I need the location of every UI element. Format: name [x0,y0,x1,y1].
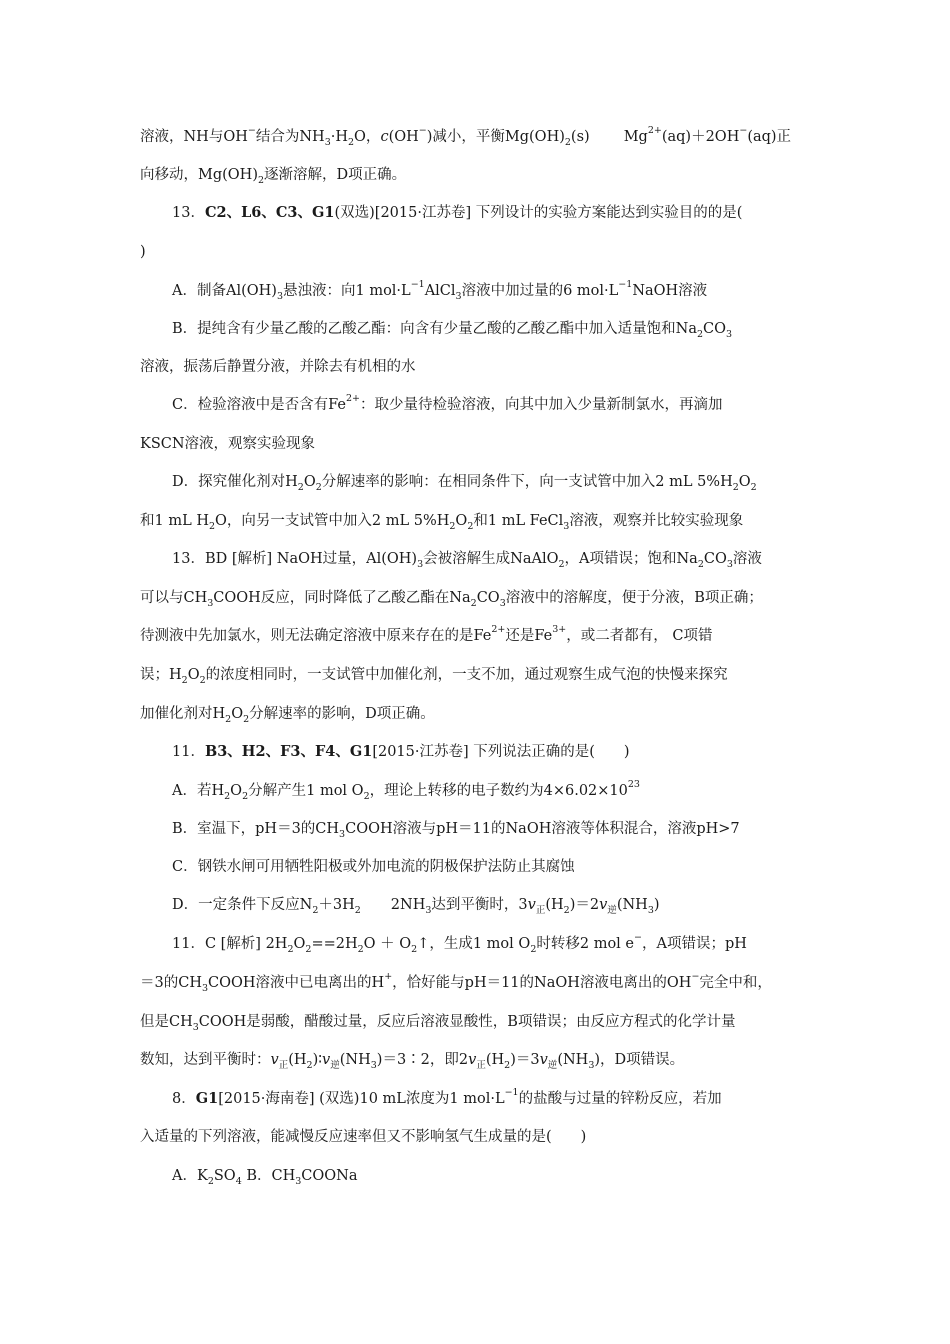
question-8-stem: 8．G1[2015·海南卷] (双选)10 mL浓度为1 $mol\cdot L^{-1}$的盐酸与过量的锌粉反应，若加 [172,1087,722,1107]
option-a: A．若$H_2O_2$分解产生1 mol $O_2$，理论上转移的电子数约为$4\times 6.02\times 10^{23}$ [172,779,640,802]
option-c: C．钢铁水闸可用牺牲阳极或外加电流的阴极保护法防止其腐蚀 [172,859,575,875]
text-line: 误；$H_2O_2$的浓度相同时，一支试管中加催化剂，一支不加，通过观察生成气泡的快慢来探究 [140,667,728,686]
option-b: B．室温下，pH＝3的$CH_3COOH$溶液与pH＝11的NaOH溶液等体积混合，溶液pH>7 [172,821,740,840]
question-11-stem: 11．B3、H2、F3、F4、G1[2015·江苏卷] 下列说法正确的是( ) [172,743,630,760]
text-line: 溶液，振荡后静置分液，并除去有机相的水 [140,359,416,375]
text-line: 向移动，$Mg(OH)_2$逐渐溶解，D项正确。 [140,167,407,186]
answer-11: 11．C [解析] $2H_2O_2==2H_2O$ ＋ $O_2↑$，生成1 mol $O_2$时转移2 mol e−，A项错误；pH [172,932,747,955]
option-d: D．探究催化剂对$H_2O_2$分解速率的影响：在相同条件下，向一支试管中加入2 mL $5\%H_2O_2$ [172,474,757,493]
answer-13: 13．BD [解析] NaOH过量，$Al(OH)_3$会被溶解生成NaAlO$_2$，A项错误；饱和$Na_2CO_3$溶液 [172,551,762,570]
text-line: 可以与$CH_3COOH$反应，同时降低了乙酸乙酯在$Na_2CO_3$溶液中的溶解度，便于分液，B项正确； [140,590,763,609]
text-line: 数知，达到平衡时：$v_正(H_2)∶v_逆(NH_3)=3∶2$，即$2v_正(H_2)=3v_逆(NH_3)$，D项错误。 [140,1052,685,1071]
text-line: ＝3的$CH_3COOH$溶液中已电离出的H+，恰好能与pH＝11的NaOH溶液电离出的OH−完全中和， [140,971,772,994]
option-b: B．提纯含有少量乙酸的乙酸乙酯：向含有少量乙酸的乙酸乙酯中加入适量饱和$Na_2CO_3$ [172,321,733,340]
text-line: 入适量的下列溶液，能减慢反应速率但又不影响氢气生成量的是( ) [140,1129,587,1145]
text-line: 但是$CH_3COOH$是弱酸，醋酸过量，反应后溶液显酸性，B项错误；由反应方程式的化学计量 [140,1014,736,1033]
text-line: 加催化剂对$H_2O_2$分解速率的影响，D项正确。 [140,706,435,725]
question-13-stem: 13．C2、L6、C3、G1(双选)[2015·江苏卷] 下列设计的实验方案能达到实验目的的是( [172,204,743,221]
option-a: A．制备$Al(OH)_3$悬浊液：向1 $mol\cdot L^{-1}AlCl_3$溶液中加过量的6 $mol\cdot L^{-1}NaOH$溶液 [172,279,708,302]
text-line: 溶液，NH与OH−结合为$NH_3\cdot H_2O$，c(OH−)减小，平衡$Mg(OH)_2(s)$ $Mg^{2+}(aq)+2OH^-(aq)$正 [140,125,792,148]
option-c: C．检验溶液中是否含有$Fe^{2+}$：取少量待检验溶液，向其中加入少量新制氯水，再滴加 [172,393,723,413]
option-d: D．一定条件下反应$N_2+3H_2$ $2NH_3$达到平衡时，$3v_正(H_2)=2v_逆(NH_3)$ [172,897,660,916]
options-ab: A．$K_2SO_4$ B．$CH_3COONa$ [172,1168,358,1187]
text-line: 和1 mL $H_2O$，向另一支试管中加入2 mL $5\%H_2O_2$和1 mL FeCl$_3$溶液，观察并比较实验现象 [140,513,744,532]
text-line: KSCN溶液，观察实验现象 [140,436,316,452]
text-line: ) [140,244,146,260]
text-line: 待测液中先加氯水，则无法确定溶液中原来存在的是$Fe^{2+}$还是$Fe^{3+}$，或二者都有， C项错 [140,624,713,644]
